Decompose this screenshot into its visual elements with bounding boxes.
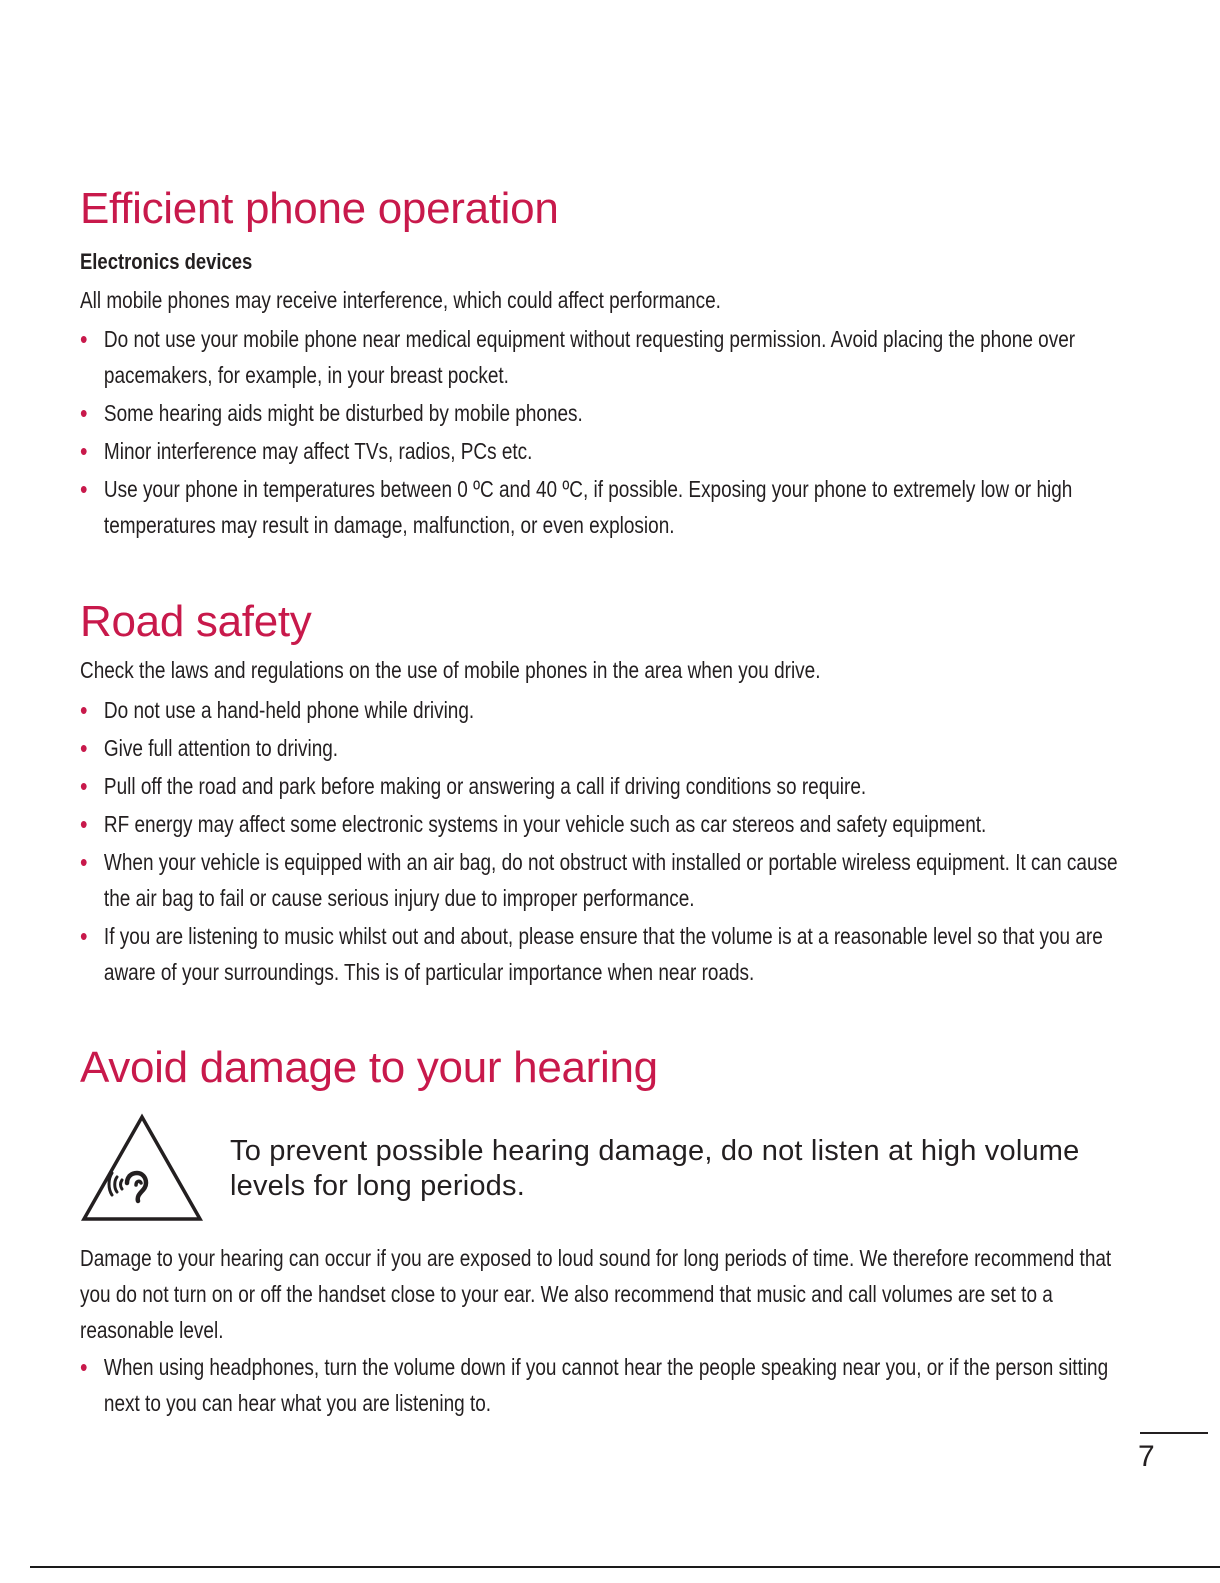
list-item: • RF energy may affect some electronic systems in your vehicle such as car stereos and safety equipment. <box>80 806 1144 842</box>
list-item: • When your vehicle is equipped with an air bag, do not obstruct with installed or portable wireless equipment. It can cause the air bag to fail or cause serious injury due to improper performance. <box>80 844 1144 916</box>
heading-efficient-phone-operation: Efficient phone operation <box>80 184 559 233</box>
bullet-icon: • <box>80 695 88 725</box>
page-number: 7 <box>1138 1440 1155 1473</box>
list-item: • When using headphones, turn the volume down if you cannot hear the people speaking near you, or if the person sitting next to you can hear what you are listening to. <box>80 1349 1144 1421</box>
bullet-icon: • <box>80 809 88 839</box>
bullet-icon: • <box>80 398 88 428</box>
efficient-bullet-list <box>80 321 1144 545</box>
list-item: • Do not use your mobile phone near medical equipment without requesting permission. Avoid placing the phone over pacemakers, for example, in your breast pocket. <box>80 321 1144 393</box>
bullet-icon: • <box>80 474 88 504</box>
list-item: • Pull off the road and park before making or answering a call if driving conditions so require. <box>80 768 1144 804</box>
page-number-rule <box>1140 1432 1208 1434</box>
heading-avoid-hearing-damage: Avoid damage to your hearing <box>80 1043 658 1092</box>
bullet-icon: • <box>80 771 88 801</box>
bullet-icon: • <box>80 847 88 877</box>
bullet-icon: • <box>80 733 88 763</box>
hearing-bullet-list <box>80 1349 1144 1423</box>
list-item: • Some hearing aids might be disturbed by mobile phones. <box>80 395 1144 431</box>
list-item: • Give full attention to driving. <box>80 730 1144 766</box>
subheading-electronics-devices: Electronics devices <box>80 249 253 274</box>
bullet-icon: • <box>80 436 88 466</box>
list-item: • If you are listening to music whilst out and about, please ensure that the volume is at a reasonable level so that you are aware of your surroundings. This is of particular importance when near roads. <box>80 918 1144 990</box>
list-item: • Do not use a hand-held phone while driving. <box>80 692 1144 728</box>
road-intro: Check the laws and regulations on the use of mobile phones in the area when you drive. <box>80 657 821 683</box>
road-bullet-list <box>80 692 1144 992</box>
bullet-icon: • <box>80 324 88 354</box>
list-item: • Use your phone in temperatures between 0 ºC and 40 ºC, if possible. Exposing your phone to extremely low or high temperatures may result in damage, malfunction, or even explosion. <box>80 471 1144 543</box>
efficient-intro: All mobile phones may receive interference, which could affect performance. <box>80 287 721 313</box>
bottom-border <box>30 1566 1220 1568</box>
bullet-icon: • <box>80 921 88 951</box>
hearing-warning-icon <box>80 1113 204 1223</box>
hearing-body: Damage to your hearing can occur if you are exposed to loud sound for long periods of time. We therefore recommend that you do not turn on or off the handset close to your ear. We also recommend that music and call volumes are set to a reasonable level. <box>80 1245 1112 1343</box>
list-item: • Minor interference may affect TVs, radios, PCs etc. <box>80 433 1144 469</box>
hearing-warning-text: To prevent possible hearing damage, do not listen at high volume levels for long periods. <box>230 1135 1080 1202</box>
bullet-icon: • <box>80 1352 88 1382</box>
heading-road-safety: Road safety <box>80 597 312 646</box>
